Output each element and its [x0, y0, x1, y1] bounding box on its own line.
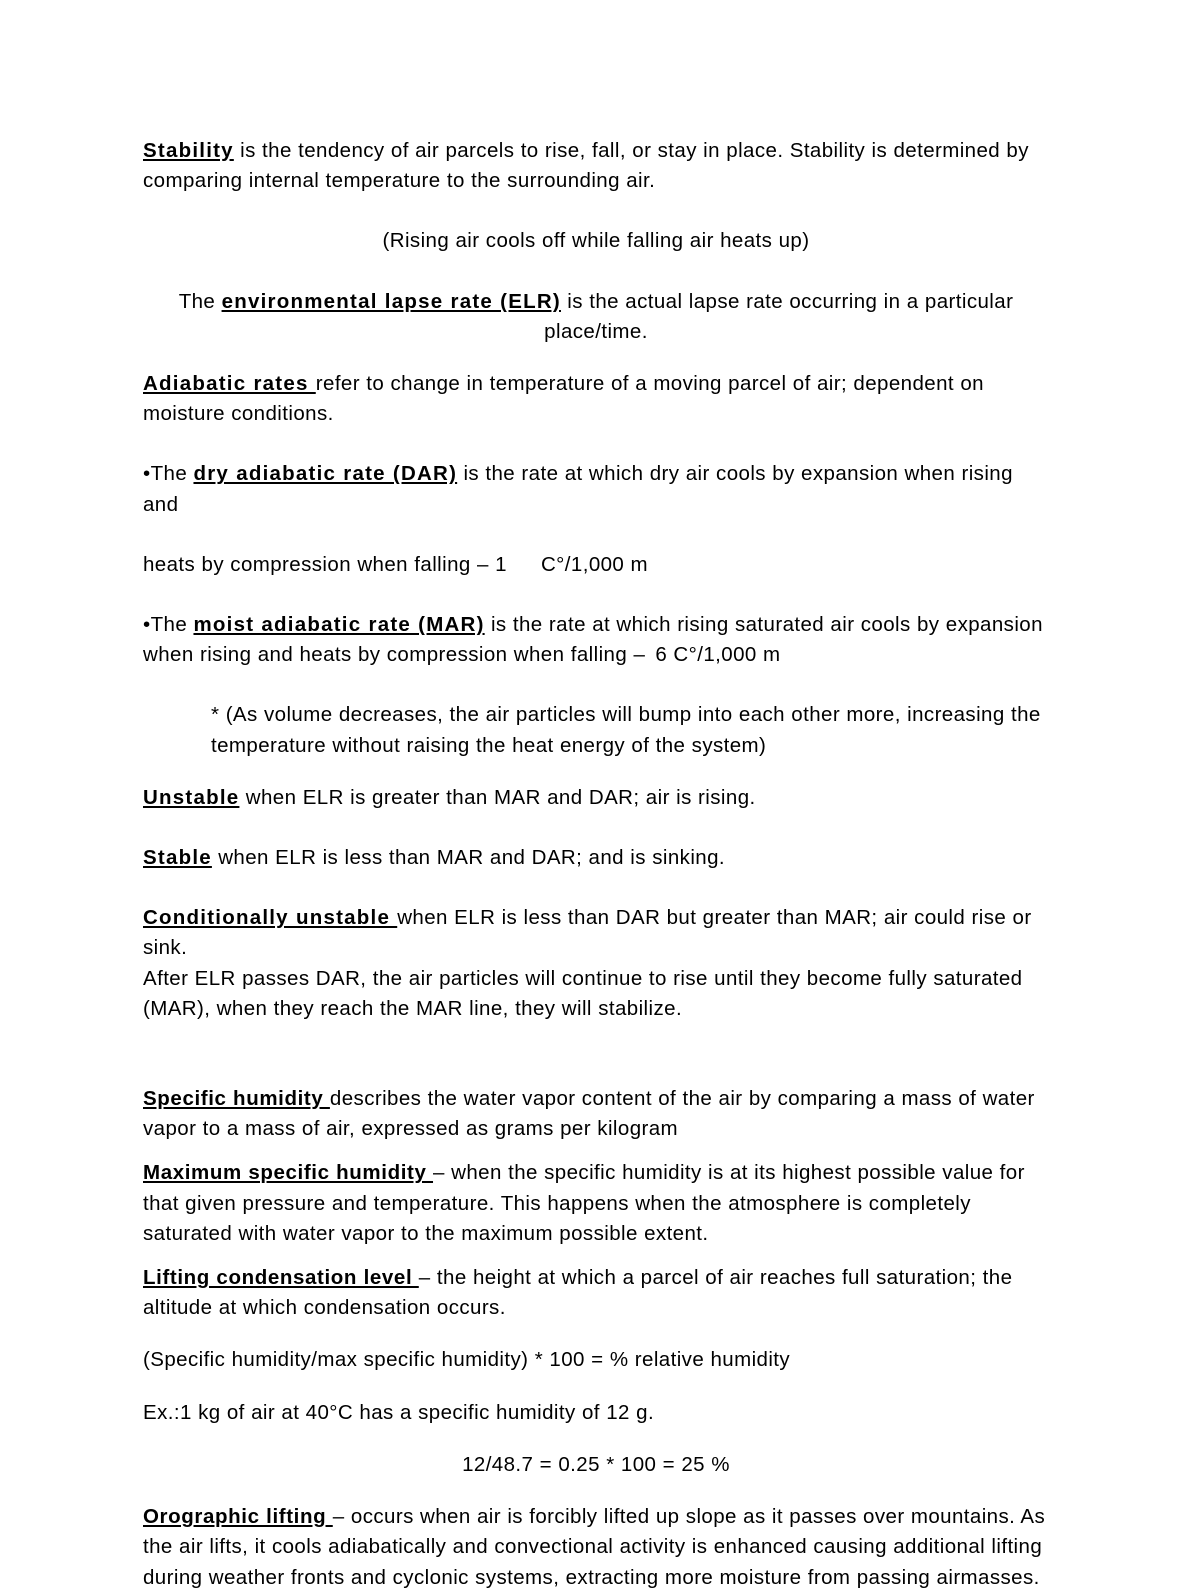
paragraph-mar-lead: The: [150, 613, 194, 637]
paragraph-specific-humidity: [143, 1084, 1049, 1144]
paragraph-stability: [143, 136, 1049, 196]
spacer: [143, 1024, 1049, 1084]
paragraph-mar: [143, 610, 1049, 640]
spacer: [143, 1249, 1049, 1263]
paragraph-conditionally-unstable: [143, 903, 1049, 963]
paragraph-example: Ex.:1 kg of air at 40°C has a specific humidity of 12 g.: [143, 1400, 655, 1424]
paragraph-dar-value-number: C°/1,000 m: [540, 552, 649, 576]
term-elr: environmental lapse rate (ELR): [221, 289, 561, 313]
paragraph-dar-value-lead: heats by compression when falling – 1: [143, 552, 507, 576]
paragraph-stability-text: is the tendency of air parcels to rise, fall, or stay in place. Stability is determined by comparing internal temperature to the surrounding air.: [143, 139, 1029, 193]
paragraph-relative-humidity-formula: (Specific humidity/max specific humidity) * 100 = % relative humidity: [143, 1348, 791, 1372]
paragraph-conditionally-unstable-text: when ELR is less than DAR but greater than MAR; air could rise or sink.: [143, 906, 1032, 960]
paragraph-orographic-lifting: [143, 1502, 1049, 1593]
spacer: [143, 1376, 1049, 1398]
paragraph-stable: [143, 843, 1049, 873]
spacer: [143, 813, 1049, 843]
term-lifting-condensation-level: Lifting condensation level: [143, 1266, 419, 1290]
paragraph-volume-note: * (As volume decreases, the air particles will bump into each other more, increasing the temperature without raising the heat energy of the system): [211, 703, 1041, 757]
term-conditionally-unstable: Conditionally unstable: [143, 906, 398, 930]
paragraph-stable-text: when ELR is less than MAR and DAR; and is sinking.: [211, 846, 726, 870]
spacer: [143, 580, 1049, 610]
spacer: [143, 670, 1049, 700]
spacer: [143, 1323, 1049, 1345]
spacer: [143, 347, 1049, 369]
term-specific-humidity: Specific humidity: [143, 1087, 330, 1111]
term-unstable: Unstable: [143, 785, 240, 809]
spacer: [143, 873, 1049, 903]
term-orographic-lifting: Orographic lifting: [143, 1505, 333, 1529]
paragraph-specific-humidity-text: describes the water vapor content of the air by comparing a mass of water vapor to a mass of air, expressed as grams per kilogram: [143, 1087, 1035, 1141]
bullet-marker: •: [143, 462, 151, 486]
paragraph-unstable-text: when ELR is greater than MAR and DAR; air is rising.: [239, 785, 756, 809]
term-mar: moist adiabatic rate (MAR): [193, 613, 485, 637]
paragraph-mar-value-lead: when rising and heats by compression when falling –: [143, 643, 646, 667]
paragraph-mar-value: [143, 640, 1049, 670]
paragraph-dar: [143, 459, 1049, 519]
paragraph-elr-text: is the actual lapse rate occurring in a particular place/time.: [544, 289, 1014, 343]
spacer: [143, 761, 1049, 783]
paragraph-dar-value: [143, 550, 1049, 580]
term-adiabatic-rates: Adiabatic rates: [143, 372, 316, 396]
spacer: [143, 1480, 1049, 1502]
paragraph-dar-lead: The: [150, 462, 194, 486]
spacer: [143, 1428, 1049, 1450]
paragraph-after-elr: After ELR passes DAR, the air particles will continue to rise until they become fully saturated (MAR), when they reach the MAR line, they will stabilize.: [143, 966, 1023, 1020]
term-dar: dry adiabatic rate (DAR): [193, 462, 458, 486]
bullet-marker: •: [143, 613, 151, 637]
spacer: [143, 429, 1049, 459]
paragraph-lifting-condensation-level-text: – the height at which a parcel of air reaches full saturation; the altitude at which condensation occurs.: [143, 1266, 1013, 1320]
paragraph-adiabatic-rates: [143, 369, 1049, 429]
paragraph-orographic-lifting-text: – occurs when air is forcibly lifted up slope as it passes over mountains. As the air lifts, it cools adiabatically and convectional activity is enhanced causing additional lifting during weather fronts and cyclonic systems, extracting more moisture from passing airmasses.: [143, 1505, 1046, 1589]
paragraph-max-specific-humidity: [143, 1158, 1049, 1249]
paragraph-mar-text: is the rate at which rising saturated air cools by expansion: [484, 613, 1043, 637]
spacer: [143, 257, 1049, 287]
paragraph-rising-note: (Rising air cools off while falling air heats up): [382, 229, 810, 253]
paragraph-elr-lead: The: [178, 289, 222, 313]
term-max-specific-humidity: Maximum specific humidity: [143, 1161, 434, 1185]
paragraph-elr: [143, 287, 1049, 347]
paragraph-unstable: [143, 783, 1049, 813]
document-body: [143, 136, 1049, 1593]
paragraph-lifting-condensation-level: [143, 1263, 1049, 1323]
paragraph-mar-value-number: 6 C°/1,000 m: [655, 643, 781, 667]
paragraph-calculation: 12/48.7 = 0.25 * 100 = 25 %: [462, 1452, 730, 1476]
spacer: [143, 1144, 1049, 1158]
term-stable: Stable: [143, 846, 212, 870]
spacer: [143, 196, 1049, 226]
spacer: [143, 520, 1049, 550]
paragraph-dar-text: is the rate at which dry air cools by expansion when rising and: [143, 462, 1013, 516]
term-stability: Stability: [143, 139, 234, 162]
paragraph-max-specific-humidity-text: – when the specific humidity is at its highest possible value for that given pressure and temperature. This happens when the atmosphere is completely saturated with water vapor to the maximum possible extent.: [143, 1161, 1025, 1245]
paragraph-adiabatic-rates-text: refer to change in temperature of a moving parcel of air; dependent on moisture conditions.: [143, 372, 984, 426]
